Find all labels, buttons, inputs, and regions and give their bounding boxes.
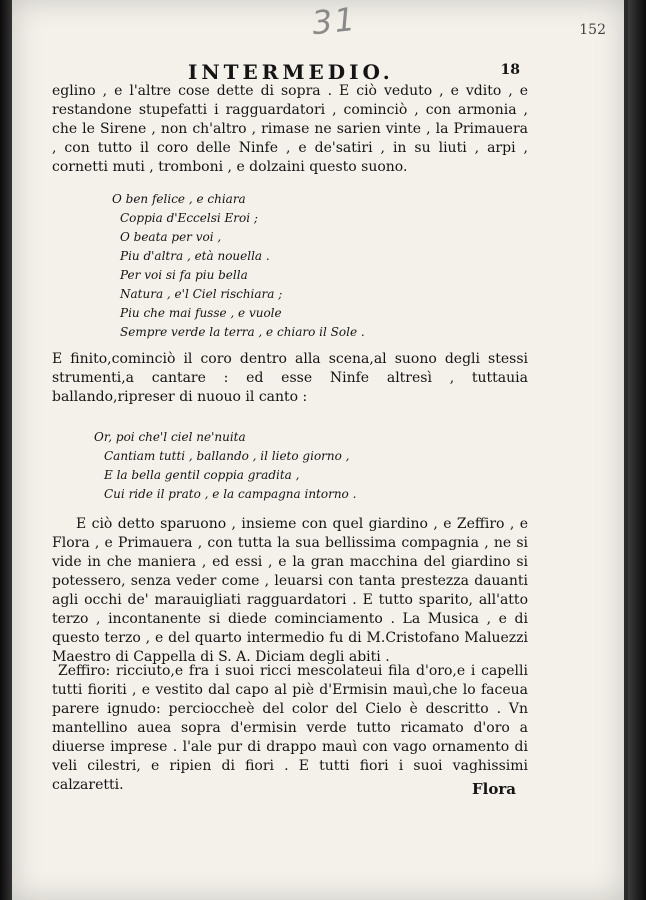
- verse-line: Piu d'altra , età nouella .: [120, 249, 270, 263]
- folio-number: 152: [579, 22, 606, 38]
- verse-stanza-1: [112, 190, 365, 342]
- paragraph-chorus: E finito,cominciò il coro dentro alla scena,al suono degli stessi strumenti,a cantare : ed esse Ninfe altresì , tuttauia ballando,ripreser di nuouo il canto :: [52, 351, 528, 405]
- verse-line: Or, poi che'l ciel ne'nuita: [94, 430, 246, 444]
- verse-line: Cantiam tutti , ballando , il lieto giorno ,: [104, 449, 350, 463]
- right-page-edge-shadow: [628, 0, 646, 900]
- verse-line: O beata per voi ,: [120, 230, 222, 244]
- handwritten-page-number: 31: [310, 0, 359, 43]
- verse-line: O ben felice , e chiara: [112, 192, 246, 206]
- verse-line: Cui ride il prato , e la campagna intorno .: [104, 487, 357, 501]
- verse-stanza-2: [94, 428, 356, 504]
- verse-line: Natura , e'l Ciel rischiara ;: [120, 287, 283, 301]
- catchword: Flora: [472, 780, 516, 798]
- paragraph-opening: eglino , e l'altre cose dette di sopra . E ciò veduto , e vdito , e restandone stupefatti i ragguardatori , cominciò , con armonia , che le Sirene , non ch'altro , rimase ne sarien vinte , la Primauera , con tutto il coro delle Ninfe , e de'satiri , in su liuti , arpi , cornetti muti , tromboni , e dolzaini questo suono.: [52, 83, 528, 175]
- paragraph-zeffiro: Zeffiro: ricciuto,e fra i suoi ricci mescolateui fila d'oro,e i capelli tutti fioriti , e vestito dal capo al piè d'Ermisin mauì,che lo faceua parere ignudo: percioccheè del color del Cielo è descritto . Vn mantellino auea sopra d'ermisin verde tutto ricamato d'oro a diuerse imprese . l'ale pur di drappo mauì con vago ornamento di veli cilestri, e ripien di fiori . E tutti fiori i suoi vaghissimi calzaretti.: [52, 663, 528, 793]
- verse-line: Per voi si fa piu bella: [120, 268, 248, 282]
- running-title: INTERMEDIO.: [188, 60, 394, 84]
- verse-line: Sempre verde la terra , e chiaro il Sole .: [120, 325, 365, 339]
- book-page: [12, 0, 624, 900]
- signature-mark: 18: [500, 62, 520, 78]
- verse-line: Piu che mai fusse , e vuole: [120, 306, 282, 320]
- verse-line: E la bella gentil coppia gradita ,: [104, 468, 300, 482]
- paragraph-disappearance: E ciò detto sparuono , insieme con quel giardino , e Zeffiro , e Flora , e Primauera , con tutta la sua bellissima compagnia , ne si vide in che maniera , ed essi , e la gran macchina del giardino si potessero, senza veder come , leuarsi con tanta prestezza dauanti agli occhi de' marauigliati ragguardatori . E tutto sparito, all'atto terzo , incontanente si diede cominciamento . La Musica , e di questo terzo , e del quarto intermedio fu di M.Cristofano Maluezzi Maestro di Cappella di S. A. Diciam degli abiti .: [52, 516, 528, 665]
- verse-line: Coppia d'Eccelsi Eroi ;: [120, 211, 258, 225]
